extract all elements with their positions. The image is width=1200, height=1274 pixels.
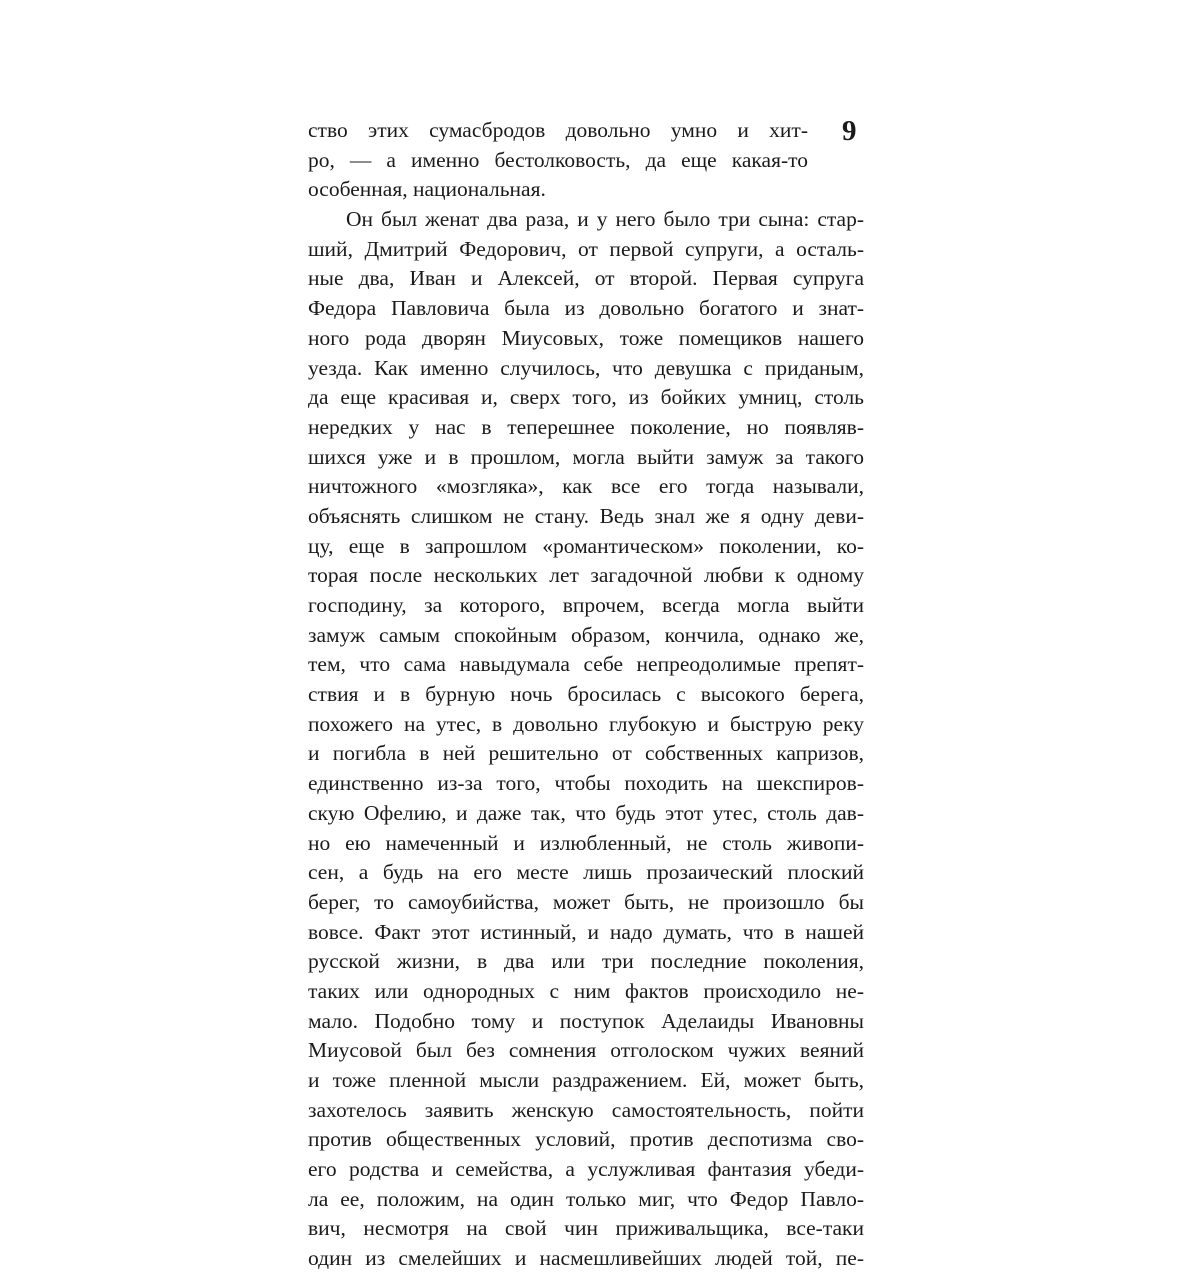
text-line: ного рода дворян Миусовых, тоже помещиков нашего — [308, 325, 864, 350]
text-line: ший, Дмитрий Федорович, от первой супруги, а осталь- — [308, 236, 864, 261]
text-line: ничтожного «мозгляка», как все его тогда называли, — [308, 474, 864, 499]
text-line: шихся уже и в прошлом, могла выйти замуж за такого — [308, 444, 864, 469]
text-line: нередких у нас в теперешнее поколение, но появляв- — [308, 414, 864, 439]
text-line: Федора Павловича была из довольно богатого и знат- — [308, 296, 864, 321]
text-line: похожего на утес, в довольно глубокую и быструю реку — [308, 711, 864, 736]
text-line: замуж самым спокойным образом, кончила, однако же, — [308, 622, 864, 647]
text-line: тем, что сама навыдумала себе непреодолимые препят- — [308, 652, 864, 677]
text-line: особенная, национальная. — [308, 177, 546, 202]
body-text — [308, 116, 864, 1274]
text-line: мало. Подобно тому и поступок Аделаиды Ивановны — [308, 1008, 864, 1033]
text-line: русской жизни, в два или три последние поколения, — [308, 949, 864, 974]
text-line: торая после нескольких лет загадочной любви к одному — [308, 563, 864, 588]
text-line: Он был женат два раза, и у него было три сына: стар- — [346, 207, 864, 232]
text-line: ные два, Иван и Алексей, от второй. Первая супруга — [308, 266, 864, 291]
text-line: объяснять слишком не стану. Ведь знал же я одну деви- — [308, 503, 864, 528]
text-line: ствия и в бурную ночь бросилась с высокого берега, — [308, 682, 864, 707]
text-line: единственно из-за того, чтобы походить на шекспиров- — [308, 771, 864, 796]
text-line: ла ее, положим, на один только миг, что Федор Павло- — [308, 1186, 864, 1211]
text-line: захотелось заявить женскую самостоятельность, пойти — [308, 1097, 864, 1122]
text-line: вич, несмотря на свой чин приживальщика, все-таки — [308, 1216, 864, 1241]
text-line: но ею намеченный и излюбленный, не столь живопи- — [308, 830, 864, 855]
text-line: ство этих сумасбродов довольно умно и хит- — [308, 118, 808, 142]
text-line: и тоже пленной мысли раздражением. Ей, может быть, — [308, 1068, 864, 1092]
text-line: цу, еще в запрошлом «романтическом» поколении, ко- — [308, 533, 864, 558]
text-line: берег, то самоубийства, может быть, не произошло бы — [308, 889, 864, 914]
text-line: вовсе. Факт этот истинный, и надо думать, что в нашей — [308, 919, 864, 944]
text-line: сен, а будь на его месте лишь прозаический плоский — [308, 860, 864, 885]
page-number: 9 — [842, 115, 857, 147]
text-line: господину, за которого, впрочем, всегда могла выйти — [308, 593, 864, 617]
text-line: таких или однородных с ним фактов происходило не- — [308, 978, 864, 1003]
text-line: ро, — а именно бестолковость, да еще какая-то — [308, 147, 808, 172]
text-line: да еще красивая и, сверх того, из бойких умниц, столь — [308, 385, 864, 410]
text-line: его родства и семейства, а услужливая фантазия убеди- — [308, 1157, 864, 1182]
text-line: против общественных условий, против деспотизма сво- — [308, 1127, 864, 1152]
text-line: и погибла в ней решительно от собственных капризов, — [308, 741, 864, 766]
text-line: один из смелейших и насмешливейших людей той, пе- — [308, 1246, 864, 1271]
text-line: скую Офелию, и даже так, что будь этот утес, столь дав- — [308, 800, 864, 825]
text-line: Миусовой был без сомнения отголоском чужих веяний — [308, 1038, 864, 1063]
text-line: уезда. Как именно случилось, что девушка с приданым, — [308, 355, 864, 380]
